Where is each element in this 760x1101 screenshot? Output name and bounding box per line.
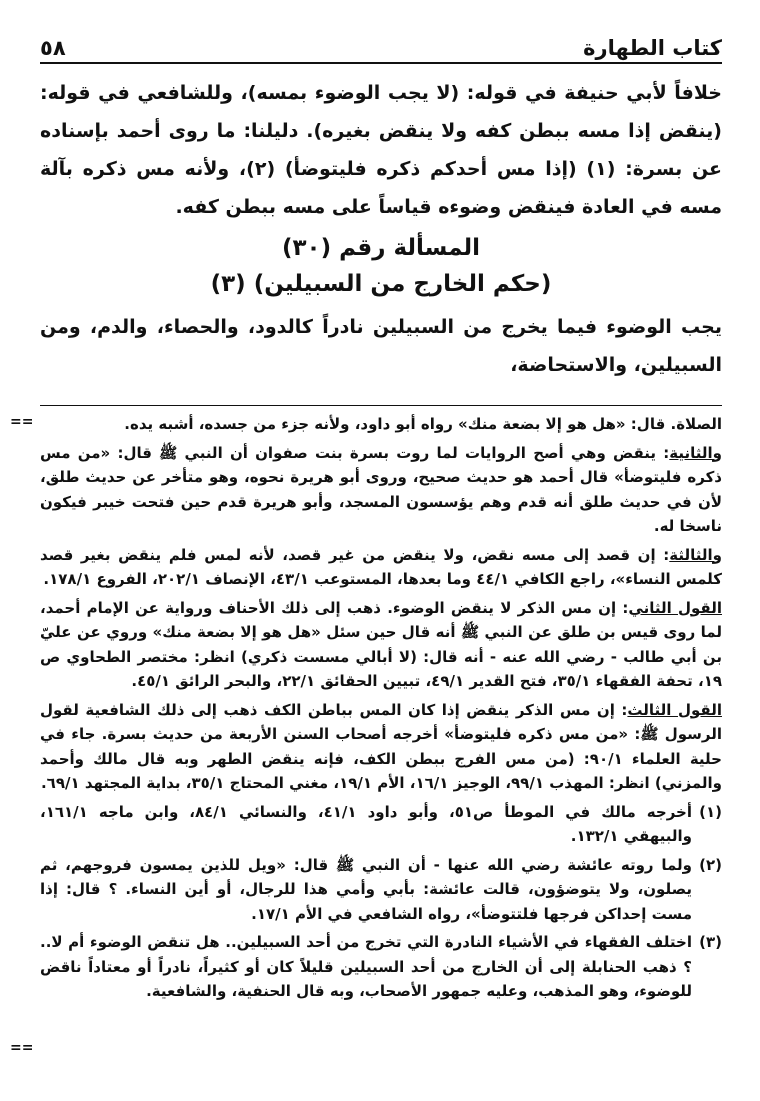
footnote-continuation: الصلاة. قال: «هل هو إلا بضعة منك» رواه أبو داود، ولأنه جزء من جسده، أشبه يده. <box>124 415 722 433</box>
main-text <box>40 74 722 384</box>
footnote-3-text: اختلف الفقهاء في الأشياء النادرة التي تخرج من أحد السبيلين.. هل تنقض الوضوء أم لا.. ؟ ذهب الحنابلة إلى أن الخارج من أحد السبيلين قليلاً كان أو كثيراً، نادراً أو معتاداً ناقض للوضوء، وهو المذهب، وعليه جمهور الأصحاب، وبه قال الحنفية، والشافعية. <box>40 933 692 1000</box>
second-narration-text: : ينقض وهي أصح الروايات لما روت بسرة بنت صفوان أن النبي ﷺ قال: «من مس ذكره فليتوضأ» قال أحمد هو حديث صحيح، وروى أبو هريرة نحوه، وهو متأخر عن حديث طلق، لأن في حديث طلق أنه قدم وهم يؤسسون المسجد، وأبو هريرة قدم حين فتحت خيبر فيكون ناسخا له. <box>40 443 722 535</box>
opinion-3-label: القول الثالث <box>627 700 722 719</box>
footnote-opinion-3 <box>40 698 722 796</box>
footnotes <box>40 412 722 1008</box>
issue-title: (حكم الخارج من السبيلين) (٣) <box>210 271 552 297</box>
continuation-marker-top: == <box>10 414 34 430</box>
footnote-third-narration <box>40 543 722 592</box>
footnote-1-number: (١) <box>699 802 722 821</box>
third-narration-text: : إن قصد إلى مسه نقض، ولا ينقض من غير قصد، لأنه لمس فلم ينقض بغير قصد كلمس النساء»، راجع الكافي ٤٤/١ وما بعدها، المستوعب ٤٣/١، الإنصاف ٢٠٢/١، الفروع ١٧٨/١. <box>40 545 722 588</box>
footnote-2-text: ولما روته عائشة رضي الله عنها - أن النبي ﷺ قال: «ويل للذين يمسون فروجهم، ثم يصلون، ولا يتوضؤون، قالت عائشة: بأبي وأمي هذا للرجال، أو أين النساء. ؟ قال: إذا مست إحداكن فرجها فلتتوضأ»، رواه الشافعي في الأم ١٧/١. <box>40 855 692 923</box>
opinion-3-text: : إن مس الذكر ينقض إذا كان المس بباطن الكف ذهب إلى ذلك الشافعية لقول الرسول ﷺ: «من مس ذكره فليتوضأ» أخرجه أصحاب السنن الأربعة من حديث بسرة. جاء في حلية العلماء ٩٠/١: (من مس الفرج ببطن الكف، فإنه ينقض الطهر وبه قال مالك وأحمد والمزني) انظر: المهذب ٩٩/١، الوجيز ١٦/١، الأم ١٩/١، مغني المحتاج ٣٥/١، بداية المجتهد ٦٩/١. <box>40 700 722 792</box>
second-narration-label: والثانية <box>669 443 722 462</box>
third-narration-label: والثالثة <box>669 545 722 564</box>
footnote-separator <box>40 405 722 406</box>
footnote-1-text: أخرجه مالك في الموطأ ص٥١، وأبو داود ٤١/١، والنسائي ٨٤/١، وابن ماجه ١٦١/١، والبيهقي ١٣٢/١. <box>40 802 692 845</box>
footnote-2-number: (٢) <box>699 855 722 874</box>
footnote-3 <box>40 930 722 1004</box>
opinion-2-label: القول الثاني <box>628 598 722 617</box>
continuation-marker-bottom: == <box>10 1040 34 1056</box>
page <box>40 30 722 384</box>
opinion-2-text: : إن مس الذكر لا ينقض الوضوء. ذهب إلى ذلك الأحناف ورواية عن الإمام أحمد، لما روى قيس بن طلق عن النبي ﷺ أنه قال حين سئل «هل هو إلا بضعة منك» وروي عن عليّ بن أبي طالب - رضي الله عنه - أنه قال: (لا أبالي مسست ذكري) انظر: مختصر الطحاوي ص ١٩، تحفة الفقهاء ٣٥/١، فتح القدير ٤٩/١، تبيين الحقائق ٢٢/١، والبحر الرائق ٤٥/١. <box>40 598 722 690</box>
running-title: كتاب الطهارة <box>583 36 722 60</box>
paragraph-2: يجب الوضوء فيما يخرج من السبيلين نادراً كالدود، والحصاء، والدم، ومن السبيلين، والاستحاضة، <box>40 316 722 376</box>
page-number: ٥٨ <box>40 36 66 60</box>
footnote-opinion-2 <box>40 596 722 694</box>
footnote-second-narration <box>40 441 722 539</box>
footnote-1 <box>40 800 722 849</box>
footnote-2 <box>40 853 722 927</box>
paragraph-1: خلافاً لأبي حنيفة في قوله: (لا يجب الوضوء بمسه)، وللشافعي في قوله: (ينقض إذا مسه ببطن كفه ولا ينقض بغيره). دليلنا: ما روى أحمد بإسناده عن بسرة: (١) (إذا مس أحدكم ذكره فليتوضأ) (٢)، ولأنه مس ذكره بآلة مسه في العادة فينقض وضوءه قياساً على مسه ببطن كفه. <box>40 82 723 218</box>
issue-heading: المسألة رقم (٣٠) <box>281 235 481 261</box>
footnote-3-number: (٣) <box>699 933 722 951</box>
page-header <box>40 30 722 64</box>
